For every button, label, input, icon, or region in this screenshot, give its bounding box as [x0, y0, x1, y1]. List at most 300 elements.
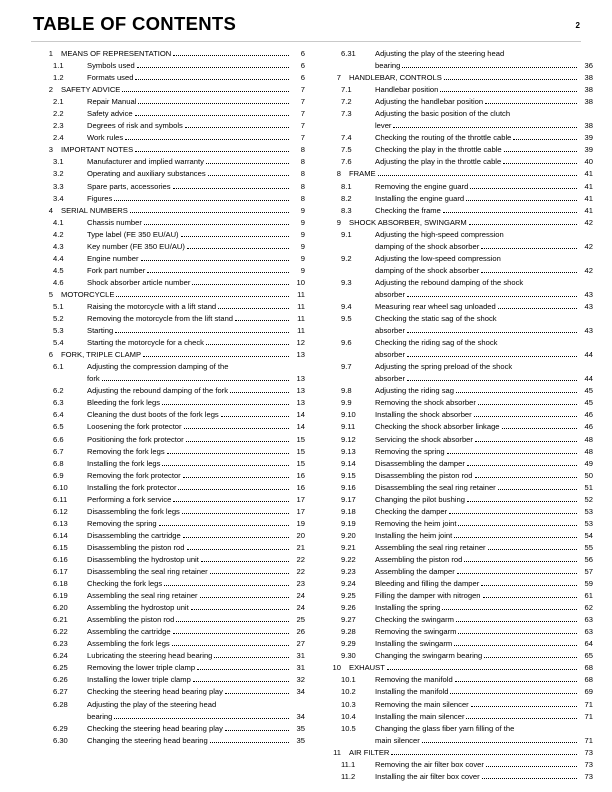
toc-entry[interactable] [31, 385, 305, 397]
toc-entry-number: 10.2 [341, 687, 356, 697]
toc-entry-number: 2 [48, 85, 53, 95]
toc-entry[interactable] [31, 602, 305, 614]
toc-entry-title: Operating and auxiliary substances [87, 169, 206, 179]
toc-entry[interactable] [31, 84, 305, 96]
toc-entry-title: Key number (FE 350 EU/AU) [87, 241, 185, 251]
toc-entry-page: 8 [300, 145, 305, 155]
toc-entry[interactable] [31, 434, 305, 446]
dot-leader [173, 501, 289, 502]
toc-entry-number: 7.3 [341, 109, 352, 119]
toc-entry-body [375, 397, 593, 409]
dot-leader [193, 681, 289, 682]
toc-entry-title: Removing the fork legs [87, 446, 165, 456]
toc-entry-title: Installing the manifold [375, 687, 449, 697]
toc-entry[interactable] [31, 421, 305, 433]
toc-entry[interactable] [319, 771, 593, 783]
toc-entry-title: Disassembling the piston rod [375, 470, 473, 480]
toc-entry[interactable] [31, 96, 305, 108]
toc-entry-page: 9 [300, 205, 305, 215]
toc-entry[interactable] [31, 578, 305, 590]
toc-entry[interactable] [31, 229, 305, 241]
toc-entry[interactable] [319, 421, 593, 433]
toc-entry-body [87, 361, 305, 385]
dot-leader [125, 139, 289, 140]
toc-entry-title: Bleeding the fork legs [87, 398, 161, 408]
toc-entry[interactable] [31, 277, 305, 289]
toc-entry-body [87, 156, 305, 168]
dot-leader [467, 501, 577, 502]
toc-entry-title: Checking the riding sag of the shock [375, 338, 498, 348]
toc-entry-title: Installing the air filter box cover [375, 771, 480, 781]
dot-leader [197, 669, 289, 670]
toc-entry-page: 22 [296, 567, 305, 577]
toc-entry[interactable] [319, 168, 593, 180]
toc-entry-body [87, 217, 305, 229]
toc-entry[interactable] [31, 470, 305, 482]
toc-entry[interactable] [31, 60, 305, 72]
toc-entry[interactable] [319, 542, 593, 554]
toc-entry[interactable] [31, 241, 305, 253]
toc-entry[interactable] [319, 686, 593, 698]
toc-entry-page: 42 [584, 265, 593, 275]
toc-entry-title-continued: absorber [375, 289, 405, 299]
toc-entry-title-continued: damping of the shock absorber [375, 265, 480, 275]
dot-leader [454, 645, 577, 646]
toc-entry-number: 9.23 [341, 567, 356, 577]
dot-leader [456, 621, 577, 622]
toc-entry[interactable] [31, 735, 305, 747]
toc-entry-title: HANDLEBAR, CONTROLS [349, 73, 442, 83]
dot-leader [187, 248, 289, 249]
toc-entry-page: 13 [296, 398, 305, 408]
toc-entry-title: Assembling the fork legs [87, 639, 170, 649]
toc-entry-page: 52 [584, 494, 593, 504]
toc-entry-body [349, 217, 593, 229]
toc-entry[interactable] [31, 205, 305, 217]
toc-entry[interactable] [31, 181, 305, 193]
toc-entry-number: 11 [333, 747, 341, 757]
toc-entry-title: Disassembling the hydrostop unit [87, 554, 199, 564]
toc-entry-body [87, 229, 305, 241]
toc-entry-number: 6.19 [53, 591, 68, 601]
toc-entry-title: Assembling the seal ring retainer [375, 542, 486, 552]
toc-entry-title: Lubricating the steering head bearing [87, 651, 213, 661]
toc-entry-number: 6.11 [53, 494, 68, 504]
toc-entry-title: Checking the damper [375, 506, 448, 516]
toc-entry-page: 39 [584, 145, 593, 155]
toc-entry-number: 6.30 [53, 735, 68, 745]
toc-entry[interactable] [31, 397, 305, 409]
toc-entry[interactable] [31, 108, 305, 120]
toc-entry-body [375, 699, 593, 711]
toc-entry-body [87, 590, 305, 602]
toc-entry-page: 55 [584, 542, 593, 552]
toc-entry-number: 4.1 [53, 217, 64, 227]
toc-entry-number: 4.3 [53, 241, 64, 251]
toc-entry-body [87, 397, 305, 409]
toc-entry[interactable] [319, 614, 593, 626]
toc-entry[interactable] [31, 253, 305, 265]
toc-entry-body [375, 614, 593, 626]
toc-entry-body [375, 530, 593, 542]
toc-entry-title: Removing the spring [87, 518, 157, 528]
toc-entry[interactable] [31, 686, 305, 698]
toc-entry[interactable] [319, 530, 593, 542]
toc-entry[interactable] [31, 638, 305, 650]
toc-entry[interactable] [31, 337, 305, 349]
toc-entry-title: Installing the heim joint [375, 530, 453, 540]
toc-entry-title: Adjusting the riding sag [375, 386, 454, 396]
toc-entry[interactable] [319, 156, 593, 168]
toc-entry[interactable] [319, 217, 593, 229]
toc-entry[interactable] [319, 674, 593, 686]
toc-entry-page: 19 [296, 518, 305, 528]
toc-entry[interactable] [319, 458, 593, 470]
toc-entry-number: 9.4 [341, 301, 352, 311]
toc-entry-title: Removing the fork protector [87, 470, 181, 480]
toc-entry[interactable] [31, 482, 305, 494]
toc-entry-body [375, 638, 593, 650]
toc-entry-body [375, 229, 593, 253]
toc-entry-number: 7.2 [341, 97, 352, 107]
toc-entry-title: Adjusting the play of the steering head [87, 699, 217, 709]
toc-entry[interactable] [31, 361, 305, 385]
toc-entry[interactable] [31, 446, 305, 458]
toc-entry-body [87, 108, 305, 120]
toc-entry-body [87, 325, 305, 337]
toc-entry[interactable] [31, 518, 305, 530]
toc-entry-title: Checking the play in the throttle cable [375, 145, 502, 155]
dot-leader [186, 441, 289, 442]
dot-leader [122, 91, 289, 92]
toc-entry[interactable] [319, 662, 593, 674]
dot-leader [159, 525, 289, 526]
toc-entry[interactable] [319, 482, 593, 494]
toc-entry[interactable] [319, 446, 593, 458]
toc-entry-number: 9.29 [341, 639, 356, 649]
toc-entry[interactable] [31, 349, 305, 361]
toc-entry-title: Removing the swingarm [375, 627, 457, 637]
toc-entry-title-continued: bearing [375, 61, 401, 71]
toc-entry-body [375, 759, 593, 771]
toc-entry[interactable] [319, 409, 593, 421]
toc-entry-number: 9.14 [341, 458, 356, 468]
toc-entry[interactable] [319, 650, 593, 662]
dot-leader [485, 103, 577, 104]
dot-leader [447, 453, 577, 454]
toc-entry-page: 38 [584, 97, 593, 107]
toc-entry[interactable] [31, 662, 305, 674]
toc-entry-page: 73 [584, 771, 593, 781]
toc-entry[interactable] [31, 699, 305, 723]
toc-entry-title: Disassembling the cartridge [87, 530, 181, 540]
toc-entry-page: 15 [296, 434, 305, 444]
toc-entry-number: 2.4 [53, 133, 64, 143]
toc-entry-number: 6.7 [53, 446, 64, 456]
toc-entry[interactable] [319, 638, 593, 650]
toc-entry-body [375, 409, 593, 421]
toc-entry-body [87, 253, 305, 265]
toc-entry-title: Adjusting the play in the throttle cable [375, 157, 502, 167]
toc-entry[interactable] [319, 434, 593, 446]
toc-entry[interactable] [319, 144, 593, 156]
dot-leader [458, 525, 577, 526]
toc-entry-page: 45 [584, 398, 593, 408]
toc-entry-number: 6.1 [53, 362, 64, 372]
toc-entry-title: Installing the shock absorber [375, 410, 472, 420]
dot-leader [143, 356, 289, 357]
toc-entry[interactable] [31, 723, 305, 735]
toc-entry-body [87, 518, 305, 530]
toc-entry-body [375, 674, 593, 686]
dot-leader [478, 404, 577, 405]
toc-entry-page: 56 [584, 554, 593, 564]
page-header [0, 0, 612, 44]
toc-entry-number: 9.6 [341, 338, 352, 348]
toc-entry-page: 8 [300, 181, 305, 191]
dot-leader [502, 428, 577, 429]
toc-entry[interactable] [31, 265, 305, 277]
toc-entry-body [375, 96, 593, 108]
dot-leader [422, 742, 577, 743]
dot-leader [183, 537, 289, 538]
toc-entry-page: 27 [296, 639, 305, 649]
toc-entry-page: 34 [296, 711, 305, 721]
toc-entry-body [375, 48, 593, 72]
toc-entry[interactable] [319, 229, 593, 253]
toc-entry-number: 5.4 [53, 338, 64, 348]
toc-entry[interactable] [31, 590, 305, 602]
toc-entry[interactable] [31, 325, 305, 337]
toc-entry-title: Raising the motorcycle with a lift stand [87, 301, 217, 311]
toc-entry-page: 16 [296, 470, 305, 480]
toc-entry-title: Assembling the seal ring retainer [87, 591, 198, 601]
toc-entry-body [375, 686, 593, 698]
toc-entry-title: Figures [87, 193, 113, 203]
dot-leader [230, 392, 289, 393]
toc-entry[interactable] [31, 144, 305, 156]
dot-leader [208, 175, 289, 176]
toc-entry[interactable] [319, 181, 593, 193]
toc-entry[interactable] [31, 313, 305, 325]
toc-entry[interactable] [31, 494, 305, 506]
dot-leader [498, 308, 577, 309]
toc-entry-body [61, 84, 305, 96]
toc-entry-number: 6.31 [341, 49, 356, 58]
toc-entry[interactable] [319, 337, 593, 361]
toc-entry-number: 9.1 [341, 229, 352, 239]
toc-entry-title: Removing the engine guard [375, 181, 469, 191]
toc-entry-number: 6.6 [53, 434, 64, 444]
toc-entry-body [375, 554, 593, 566]
toc-entry[interactable] [319, 602, 593, 614]
toc-entry-number: 6.18 [53, 579, 68, 589]
toc-entry-number: 8.3 [341, 205, 352, 215]
toc-entry[interactable] [319, 96, 593, 108]
toc-entry[interactable] [319, 578, 593, 590]
toc-entry[interactable] [319, 470, 593, 482]
dot-leader [214, 657, 289, 658]
toc-entry[interactable] [319, 723, 593, 747]
toc-entry[interactable] [31, 650, 305, 662]
toc-entry-title: Removing the main silencer [375, 699, 469, 709]
dot-leader [393, 127, 577, 128]
toc-entry[interactable] [31, 566, 305, 578]
toc-entry-number: 6.22 [53, 627, 68, 637]
toc-entry-body [87, 120, 305, 132]
toc-entry-title: Changing the pilot bushing [375, 494, 465, 504]
toc-entry-body [375, 602, 593, 614]
toc-entry-title: Degrees of risk and symbols [87, 121, 183, 131]
toc-entry-title: Safety advice [87, 109, 133, 119]
toc-entry[interactable] [31, 289, 305, 301]
toc-entry[interactable] [319, 301, 593, 313]
toc-entry-title: Installing the fork legs [87, 458, 161, 468]
dot-leader [200, 597, 289, 598]
toc-entry[interactable] [31, 120, 305, 132]
toc-entry-page: 23 [296, 579, 305, 589]
toc-entry-page: 53 [584, 518, 593, 528]
dot-leader [457, 573, 577, 574]
toc-entry[interactable] [319, 590, 593, 602]
toc-entry[interactable] [319, 84, 593, 96]
toc-entry-page: 31 [296, 651, 305, 661]
toc-entry-page: 38 [584, 121, 593, 131]
toc-entry[interactable] [31, 132, 305, 144]
dot-leader [185, 127, 289, 128]
toc-entry-body [375, 253, 593, 277]
toc-entry-title: SHOCK ABSORBER, SWINGARM [349, 217, 467, 227]
toc-entry-body [87, 409, 305, 421]
toc-entry[interactable] [319, 277, 593, 301]
toc-entry-page: 63 [584, 615, 593, 625]
toc-entry[interactable] [319, 699, 593, 711]
toc-entry-body [87, 638, 305, 650]
toc-entry-number: 9.18 [341, 506, 356, 516]
toc-entry-number: 9.19 [341, 518, 356, 528]
toc-entry[interactable] [319, 48, 593, 72]
toc-entry[interactable] [319, 361, 593, 385]
toc-entry-page: 43 [584, 301, 593, 311]
toc-entry-title: Assembling the piston rod [375, 554, 463, 564]
toc-entry[interactable] [319, 747, 593, 759]
toc-entry[interactable] [319, 506, 593, 518]
toc-entry-number: 4.6 [53, 277, 64, 287]
toc-entry[interactable] [31, 626, 305, 638]
toc-entry[interactable] [31, 301, 305, 313]
dot-leader [454, 537, 577, 538]
dot-leader [167, 453, 289, 454]
toc-entry[interactable] [319, 313, 593, 337]
toc-entry[interactable] [31, 156, 305, 168]
toc-entry-title: Disassembling the seal ring retainer [375, 482, 496, 492]
toc-entry-body [375, 518, 593, 530]
dot-leader [483, 597, 577, 598]
toc-entry[interactable] [319, 397, 593, 409]
toc-entry[interactable] [31, 674, 305, 686]
toc-entry[interactable] [31, 168, 305, 180]
toc-entry[interactable] [319, 554, 593, 566]
toc-entry[interactable] [31, 193, 305, 205]
toc-entry[interactable] [319, 494, 593, 506]
toc-entry-body [375, 361, 593, 385]
toc-entry-number: 2.2 [53, 109, 64, 119]
toc-entry[interactable] [319, 385, 593, 397]
dot-leader [481, 272, 577, 273]
toc-entry[interactable] [31, 614, 305, 626]
toc-entry-number: 9.10 [341, 410, 356, 420]
toc-entry[interactable] [319, 132, 593, 144]
toc-entry[interactable] [319, 253, 593, 277]
toc-entry[interactable] [31, 458, 305, 470]
toc-entry[interactable] [319, 626, 593, 638]
toc-entry[interactable] [31, 530, 305, 542]
toc-entry[interactable] [319, 193, 593, 205]
dot-leader [449, 513, 577, 514]
page-title: TABLE OF CONTENTS [33, 13, 237, 34]
toc-entry-page: 73 [584, 747, 593, 757]
dot-leader [481, 585, 577, 586]
dot-leader [201, 561, 289, 562]
toc-entry[interactable] [31, 72, 305, 84]
toc-entry-body [375, 434, 593, 446]
toc-entry-page: 62 [584, 603, 593, 613]
toc-entry-number: 6.5 [53, 422, 64, 432]
toc-entry-page: 41 [584, 181, 593, 191]
toc-entry-body [87, 313, 305, 325]
toc-entry-title: Manufacturer and implied warranty [87, 157, 204, 167]
toc-entry[interactable] [319, 72, 593, 84]
toc-entry[interactable] [31, 48, 305, 60]
toc-entry-body [87, 434, 305, 446]
toc-entry-title: Type label (FE 350 EU/AU) [87, 229, 179, 239]
toc-entry[interactable] [319, 711, 593, 723]
toc-entry[interactable] [319, 205, 593, 217]
toc-entry-page: 42 [584, 241, 593, 251]
toc-entry[interactable] [319, 759, 593, 771]
toc-entry[interactable] [319, 518, 593, 530]
toc-entry-page: 12 [296, 338, 305, 348]
toc-entry[interactable] [31, 506, 305, 518]
toc-entry-body [61, 144, 305, 156]
toc-entry-page: 71 [584, 735, 593, 745]
toc-entry[interactable] [31, 217, 305, 229]
toc-entry-page: 48 [584, 446, 593, 456]
toc-entry-number: 2.1 [53, 97, 64, 107]
toc-entry-body [375, 566, 593, 578]
toc-entry-body [87, 458, 305, 470]
toc-entry-body [87, 470, 305, 482]
toc-entry-page: 22 [296, 554, 305, 564]
toc-entry-page: 59 [584, 579, 593, 589]
toc-entry-title: Disassembling the damper [375, 458, 465, 468]
toc-entry-title: Adjusting the rebound damping of the shock [375, 277, 524, 287]
toc-entry[interactable] [31, 554, 305, 566]
toc-entry-number: 6.27 [53, 687, 68, 697]
toc-entry-body [375, 181, 593, 193]
toc-entry-body [375, 301, 593, 313]
dot-leader [481, 248, 577, 249]
toc-entry[interactable] [319, 108, 593, 132]
toc-entry-page: 21 [296, 542, 305, 552]
dot-leader [402, 67, 577, 68]
toc-entry-page: 15 [296, 446, 305, 456]
toc-entry-title: Checking the static sag of the shock [375, 314, 497, 324]
toc-entry[interactable] [31, 542, 305, 554]
toc-entry-page: 14 [296, 410, 305, 420]
toc-entry[interactable] [31, 409, 305, 421]
toc-entry[interactable] [319, 566, 593, 578]
